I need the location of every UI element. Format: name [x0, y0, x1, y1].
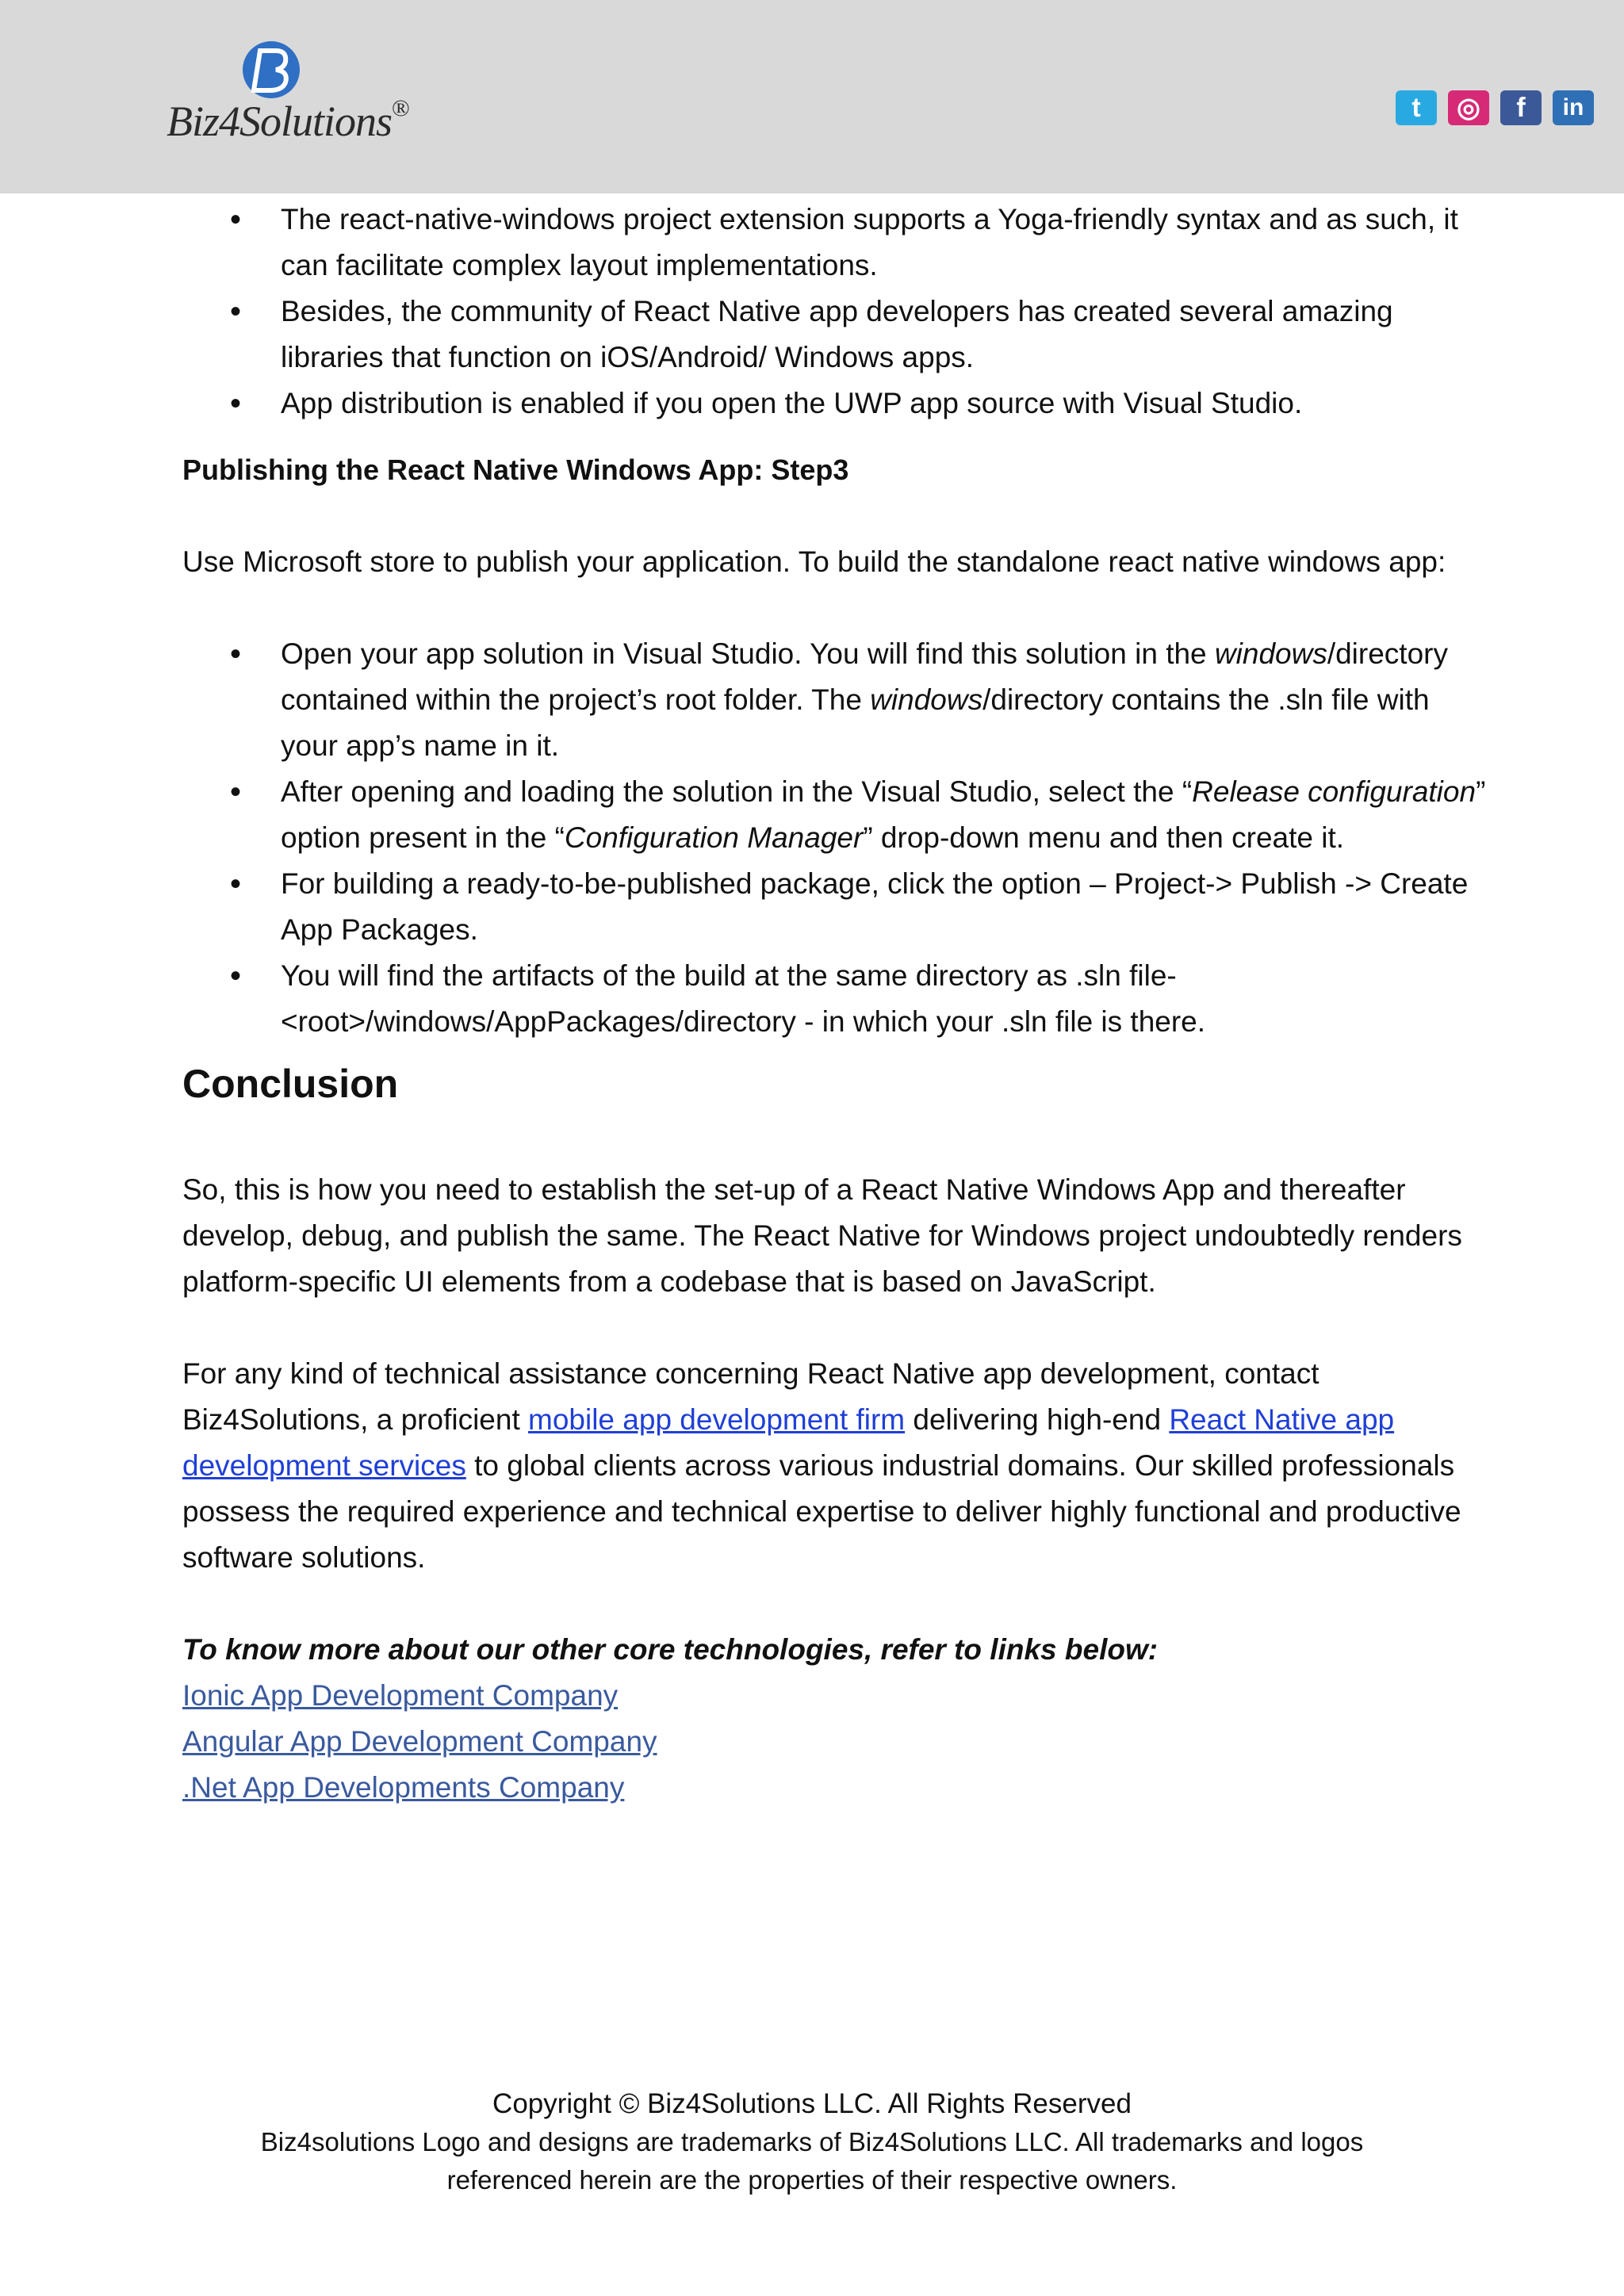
- text-segment: Open your app solution in Visual Studio. You will find this solution in the: [281, 637, 1215, 670]
- step3-bullet-list: [182, 631, 1491, 1045]
- angular-company-link[interactable]: Angular App Development Company: [182, 1725, 657, 1758]
- list-item: [182, 631, 1491, 769]
- step3-intro: Use Microsoft store to publish your application. To build the standalone react native windows app:: [182, 545, 1446, 578]
- list-item: • Besides, the community of React Native app developers has created several amazing libraries that function on iOS/Android/ Windows apps.: [182, 289, 1491, 381]
- feature-bullet-list: [182, 197, 1491, 427]
- emphasis-text: windows: [870, 683, 983, 716]
- more-links-heading: To know more about our other core technologies, refer to links below:: [182, 1633, 1159, 1666]
- text-segment: ” option present in the “: [281, 775, 1486, 854]
- text-segment: /directory contained within the project’s root folder. The: [281, 637, 1448, 716]
- text-segment: to global clients across various industrial domains. Our skilled professionals possess the required experience and technical expertise to deliver highly functional and productive software solutions.: [182, 1449, 1461, 1574]
- registered-mark: ®: [392, 95, 409, 121]
- copyright-text: Copyright © Biz4Solutions LLC. All Rights Reserved: [492, 2088, 1132, 2119]
- text-segment: After opening and loading the solution in the Visual Studio, select the “: [281, 775, 1193, 808]
- logo-b-icon: [239, 38, 303, 101]
- text-segment: ” drop-down menu and then create it.: [863, 821, 1345, 854]
- emphasis-text: windows: [1214, 637, 1327, 670]
- dotnet-company-link[interactable]: .Net App Developments Company: [182, 1771, 625, 1804]
- instagram-icon[interactable]: ◎: [1448, 90, 1489, 125]
- list-item: • For building a ready-to-be-published package, click the option – Project-> Publish -> Create App Packages.: [182, 861, 1491, 953]
- trademark-text: Biz4solutions Logo and designs are trademarks of Biz4Solutions LLC. All trademarks and logos: [260, 2127, 1364, 2156]
- social-links: [1396, 90, 1594, 125]
- step3-heading: Publishing the React Native Windows App: Step3: [182, 453, 849, 486]
- contact-paragraph: [182, 1351, 1491, 1581]
- page-footer: [0, 2085, 1624, 2199]
- ionic-company-link[interactable]: Ionic App Development Company: [182, 1679, 619, 1712]
- mobile-app-development-firm-link[interactable]: mobile app development firm: [528, 1403, 906, 1436]
- trademark-text-continued: referenced herein are the properties of their respective owners.: [446, 2165, 1178, 2195]
- conclusion-paragraph: So, this is how you need to establish the set-up of a React Native Windows App and thereafter develop, debug, and publish the same. The React Native for Windows project undoubtedly renders platform-specific UI elements from a codebase that is based on JavaScript.: [182, 1173, 1462, 1298]
- list-item: • You will find the artifacts of the build at the same directory as .sln file-<root>/windows/AppPackages/directory - in which your .sln file is there.: [182, 953, 1491, 1045]
- text-segment: /directory contains the .sln file with your app’s name in it.: [281, 683, 1430, 762]
- react-native-services-link[interactable]: React Native app development services: [182, 1403, 1395, 1482]
- list-item: • The react-native-windows project extension supports a Yoga-friendly syntax and as such, it can facilitate complex layout implementations.: [182, 197, 1491, 289]
- biz4solutions-logo[interactable]: [167, 38, 420, 149]
- conclusion-heading: Conclusion: [182, 1062, 399, 1106]
- list-item: • App distribution is enabled if you open the UWP app source with Visual Studio.: [182, 381, 1491, 427]
- text-segment: For any kind of technical assistance concerning React Native app development, contact Biz4Solutions, a proficient: [182, 1357, 1320, 1436]
- linkedin-icon[interactable]: in: [1553, 90, 1594, 125]
- text-segment: delivering high-end: [905, 1403, 1170, 1436]
- emphasis-text: Configuration Manager: [564, 821, 864, 854]
- emphasis-text: Release configuration: [1192, 775, 1477, 808]
- facebook-icon[interactable]: f: [1500, 90, 1542, 125]
- document-body: [182, 197, 1491, 1811]
- logo-text: Biz4Solutions: [167, 98, 393, 145]
- page-header: [0, 0, 1624, 193]
- twitter-icon[interactable]: t: [1396, 90, 1437, 125]
- list-item: [182, 769, 1491, 861]
